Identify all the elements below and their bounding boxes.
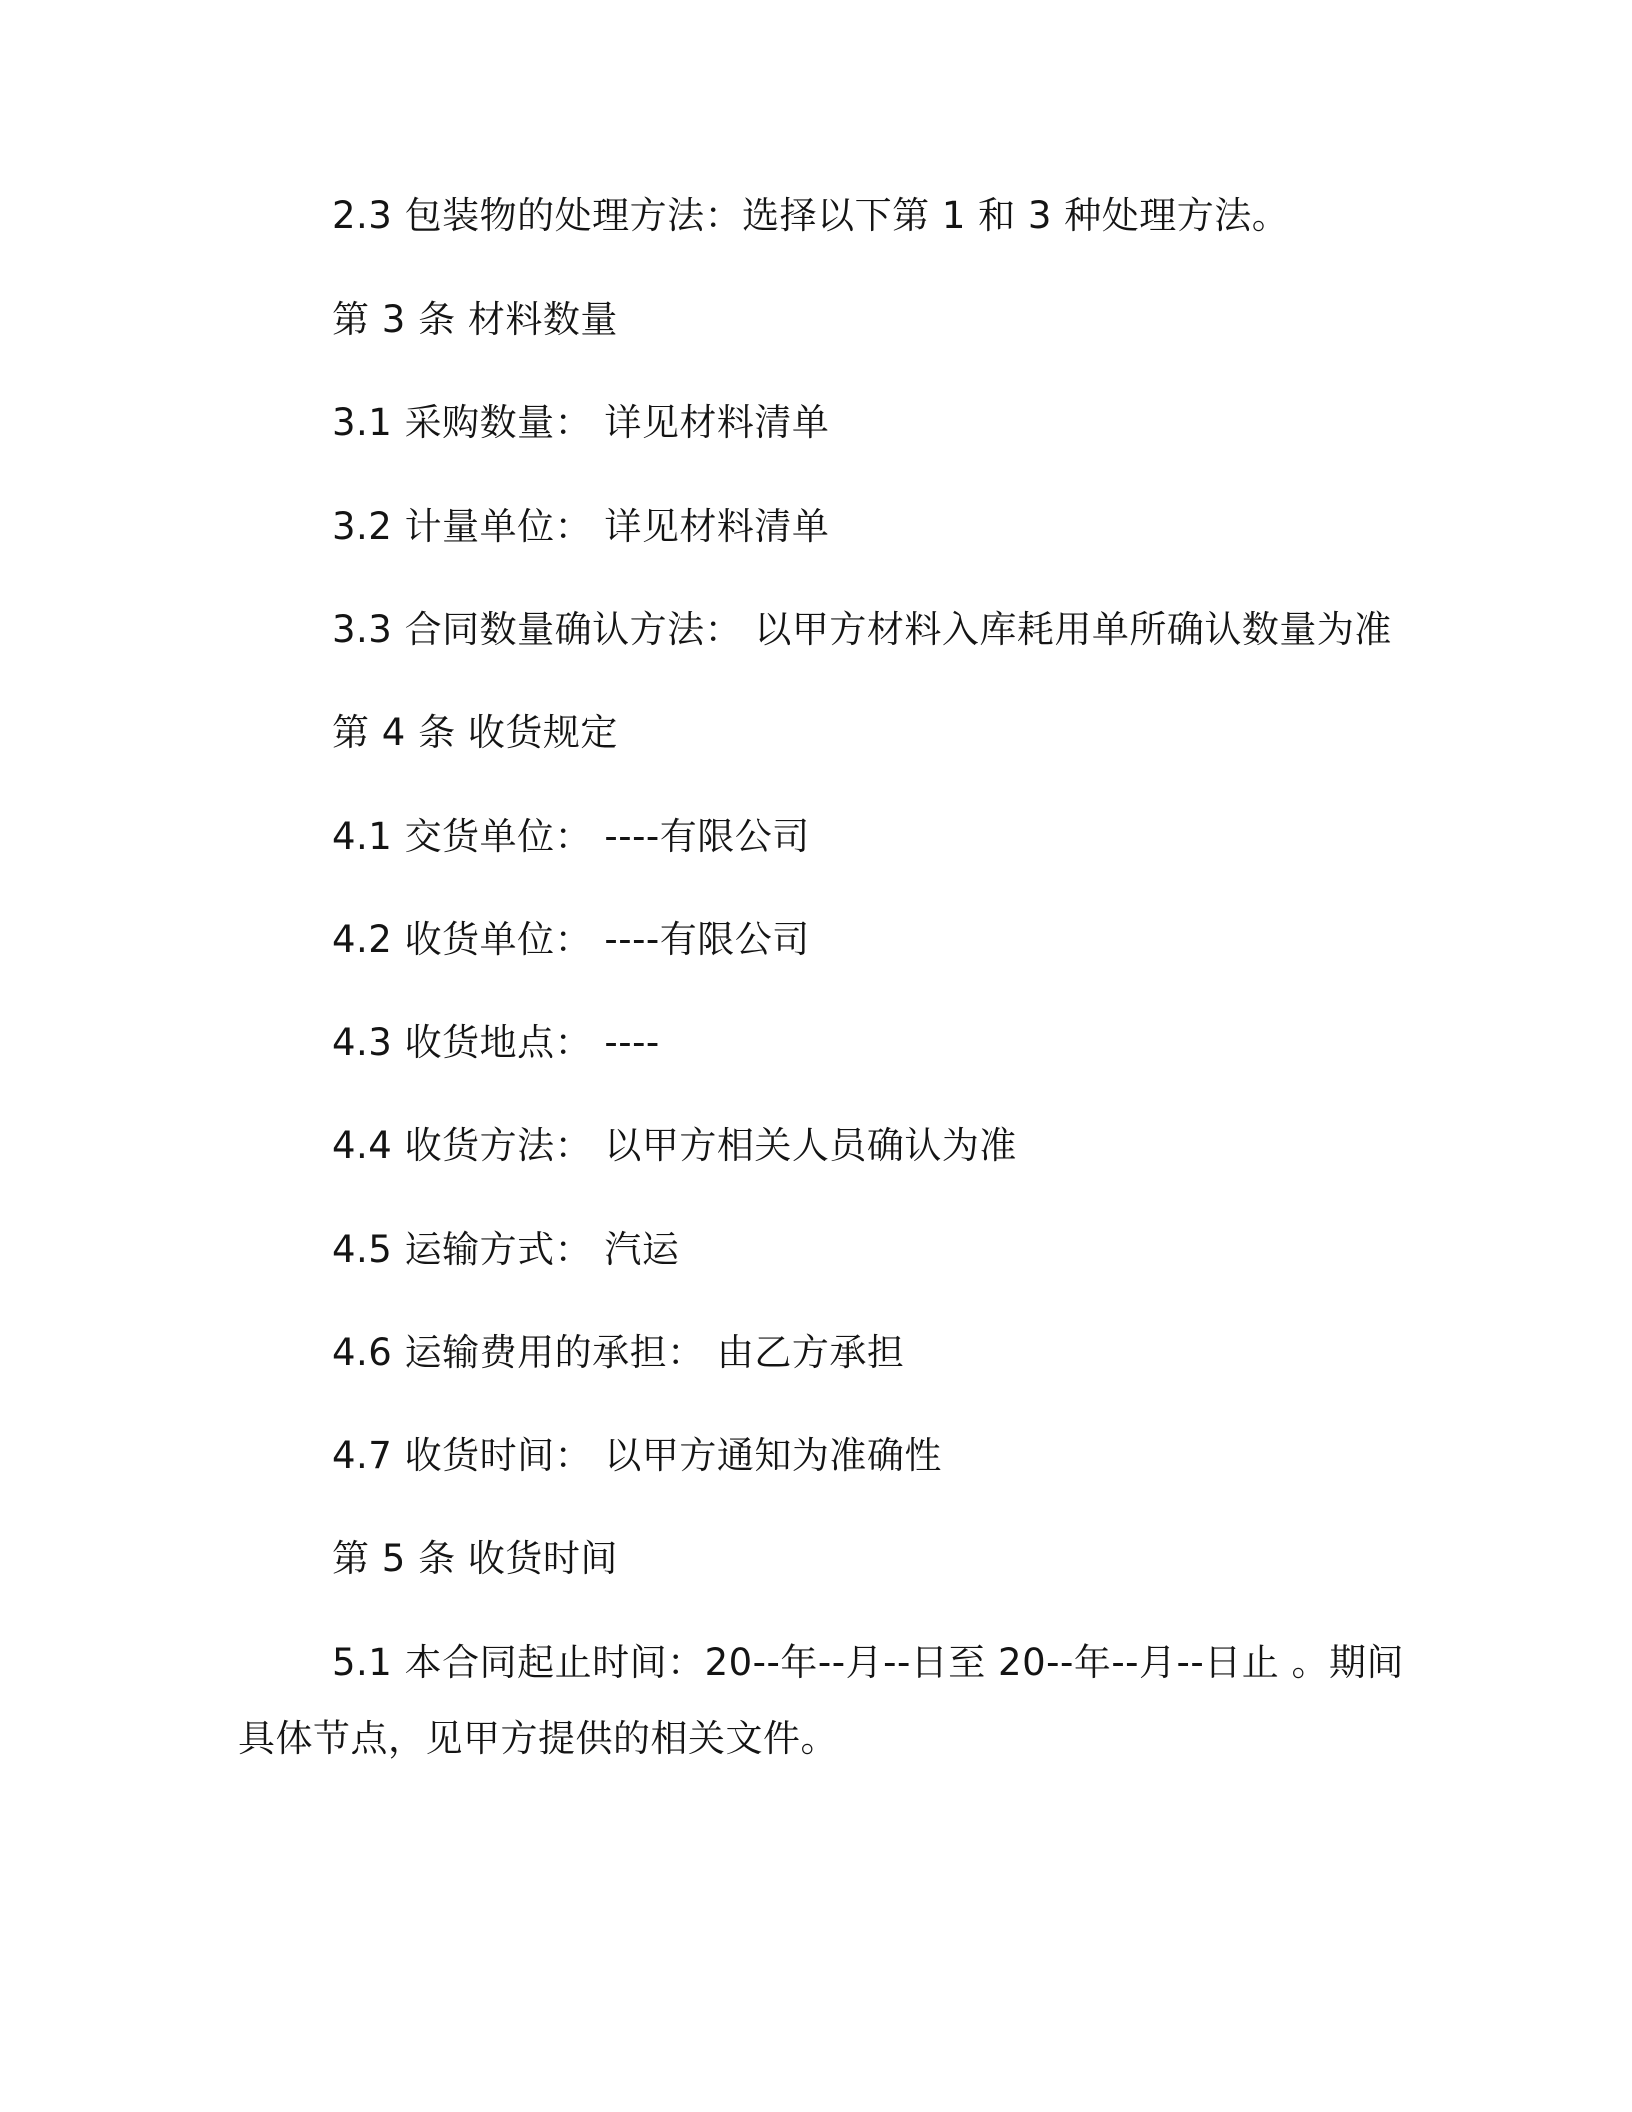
clause-5-1-contract-period: 5.1 本合同起止时间：20--年--月--日至 20--年--月--日止 。期间 bbox=[332, 1641, 1404, 1684]
clause-4-2-receiving-unit: 4.2 收货单位： ----有限公司 bbox=[332, 918, 810, 961]
clause-4-4-receiving-method: 4.4 收货方法： 以甲方相关人员确认为准 bbox=[332, 1124, 1017, 1167]
clause-3-2-unit: 3.2 计量单位： 详见材料清单 bbox=[332, 505, 830, 548]
clause-4-5-transport: 4.5 运输方式： 汽运 bbox=[332, 1228, 680, 1271]
section-5-heading: 第 5 条 收货时间 bbox=[332, 1537, 618, 1580]
clause-4-6-transport-cost: 4.6 运输费用的承担： 由乙方承担 bbox=[332, 1331, 905, 1374]
clause-5-1-continuation: 具体节点，见甲方提供的相关文件。 bbox=[238, 1717, 838, 1760]
section-4-heading: 第 4 条 收货规定 bbox=[332, 711, 618, 754]
clause-4-7-receiving-time: 4.7 收货时间： 以甲方通知为准确性 bbox=[332, 1434, 942, 1477]
clause-3-3-confirmation: 3.3 合同数量确认方法： 以甲方材料入库耗用单所确认数量为准 bbox=[332, 608, 1392, 651]
clause-4-3-receiving-location: 4.3 收货地点： ---- bbox=[332, 1021, 660, 1064]
section-3-heading: 第 3 条 材料数量 bbox=[332, 298, 618, 341]
clause-3-1-quantity: 3.1 采购数量： 详见材料清单 bbox=[332, 401, 830, 444]
clause-4-1-delivery-unit: 4.1 交货单位： ----有限公司 bbox=[332, 815, 810, 858]
clause-2-3-packaging: 2.3 包装物的处理方法：选择以下第 1 和 3 种处理方法。 bbox=[332, 194, 1290, 237]
